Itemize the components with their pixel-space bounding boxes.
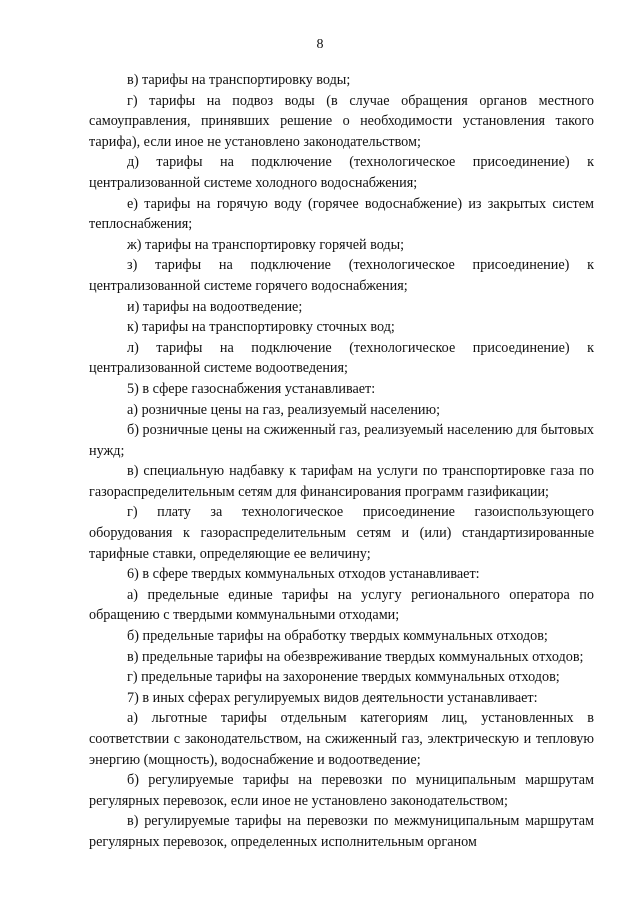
paragraph-10: 5) в сфере газоснабжения устанавливает: (127, 380, 376, 397)
paragraph-1: в) тарифы на транспортировку воды; (127, 72, 351, 88)
paragraph-21: а) льготные тарифы отдельным категориям лиц, установленных в соответствии с законодательством, на сжиженный газ, электрическую и тепловую энергию (мощность), водоснабжение и водоотведение; (89, 710, 594, 768)
paragraph-7: и) тарифы на водоотведение; (127, 298, 303, 315)
paragraph-17: б) предельные тарифы на обработку твердых коммунальных отходов; (127, 628, 548, 645)
page-number: 8 (316, 37, 324, 52)
paragraph-6: з) тарифы на подключение (технологическое присоединение) к централизованной системе горячего водоснабжения; (89, 257, 594, 294)
paragraph-12: б) розничные цены на сжиженный газ, реализуемый населению для бытовых нужд; (89, 422, 594, 459)
paragraph-8: к) тарифы на транспортировку сточных вод; (127, 319, 395, 336)
paragraph-11: а) розничные цены на газ, реализуемый населению; (127, 401, 441, 418)
paragraph-16: а) предельные единые тарифы на услугу регионального оператора по обращению с твердыми коммунальными отходами; (89, 586, 594, 624)
paragraph-5: ж) тарифы на транспортировку горячей воды; (127, 236, 405, 253)
paragraph-20: 7) в иных сферах регулируемых видов деятельности устанавливает: (127, 689, 538, 706)
paragraph-13: в) специальную надбавку к тарифам на услуги по транспортировке газа по газораспределительным сетям для финансирования программ газификации; (89, 463, 594, 500)
paragraph-22: б) регулируемые тарифы на перевозки по муниципальным маршрутам регулярных перевозок, если иное не установлено законодательством; (89, 772, 594, 809)
paragraph-3: д) тарифы на подключение (технологическое присоединение) к централизованной системе холодного водоснабжения; (89, 154, 594, 191)
document-body (89, 70, 594, 853)
paragraph-18: в) предельные тарифы на обезвреживание твердых коммунальных отходов; (127, 648, 584, 665)
paragraph-2: г) тарифы на подвоз воды (в случае обращения органов местного самоуправления, принявших решение о необходимости установления такого тарифа), если иное не установлено законодательством; (89, 92, 594, 150)
paragraph-4: е) тарифы на горячую воду (горячее водоснабжение) из закрытых систем теплоснабжения; (89, 195, 594, 233)
paragraph-19: г) предельные тарифы на захоронение твердых коммунальных отходов; (127, 669, 560, 686)
paragraph-23: в) регулируемые тарифы на перевозки по межмуниципальным маршрутам регулярных перевозок, определенных исполнительным органом (89, 813, 594, 850)
paragraph-9: л) тарифы на подключение (технологическое присоединение) к централизованной системе водоотведения; (89, 339, 594, 377)
paragraph-15: 6) в сфере твердых коммунальных отходов устанавливает: (127, 566, 480, 583)
paragraph-14: г) плату за технологическое присоединение газоиспользующего оборудования к газораспределительным сетям и (или) стандартизированные тарифные ставки, определяющие ее величину; (89, 504, 594, 562)
